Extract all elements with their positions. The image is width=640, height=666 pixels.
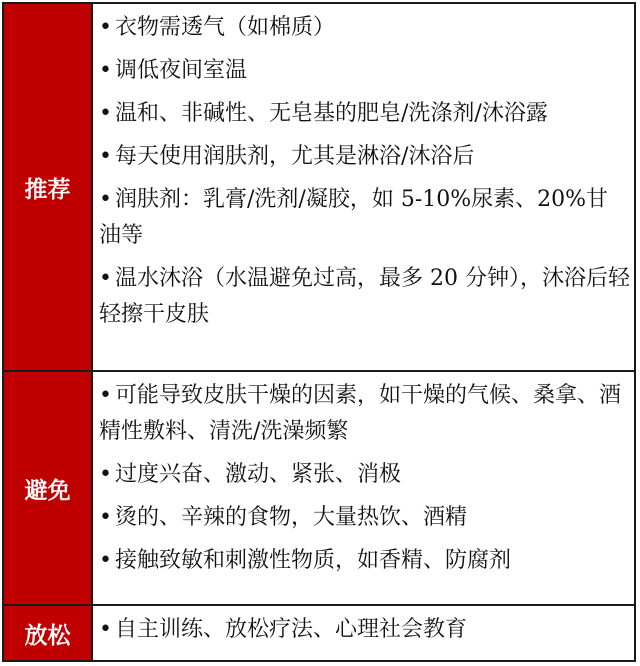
category-recommend: 推荐 [4, 4, 93, 370]
list-item: • 温和、非碱性、无皂基的肥皂/洗涤剂/沐浴露 [99, 96, 630, 132]
list-item: • 温水沐浴（水温避免过高，最多 20 分钟），沐浴后轻轻擦干皮肤 [99, 261, 630, 333]
bullet: • [99, 187, 112, 212]
category-relax: 放松 [4, 604, 93, 660]
bullet: • [99, 15, 112, 40]
bullet: • [99, 144, 112, 169]
bullet: • [99, 505, 112, 530]
list-item: • 衣物需透气（如棉质） [99, 10, 630, 46]
bullet: • [99, 101, 112, 126]
avoid-items [93, 370, 634, 604]
list-item: • 调低夜间室温 [99, 53, 630, 89]
list-item: • 可能导致皮肤干燥的因素，如干燥的气候、桑拿、酒精性敷料、清洗/洗澡频繁 [99, 378, 630, 450]
list-item: • 每天使用润肤剂，尤其是淋浴/沐浴后 [99, 139, 630, 175]
list-item: • 自主训练、放松疗法、心理社会教育 [99, 612, 630, 648]
relax-items [93, 604, 634, 660]
list-item: • 烫的、辛辣的食物，大量热饮、酒精 [99, 500, 630, 536]
list-item: • 过度兴奋、激动、紧张、消极 [99, 457, 630, 493]
bullet: • [99, 383, 112, 408]
category-avoid: 避免 [4, 370, 93, 604]
list-item: • 润肤剂：乳膏/洗剂/凝胶，如 5-10%尿素、20%甘油等 [99, 182, 630, 254]
bullet: • [99, 266, 112, 291]
recommend-items [93, 4, 634, 370]
bullet: • [99, 548, 112, 573]
list-item: • 接触致敏和刺激性物质，如香精、防腐剂 [99, 543, 630, 579]
bullet: • [99, 58, 112, 83]
bullet: • [99, 617, 112, 642]
care-recommendations-table [2, 2, 636, 662]
bullet: • [99, 462, 112, 487]
